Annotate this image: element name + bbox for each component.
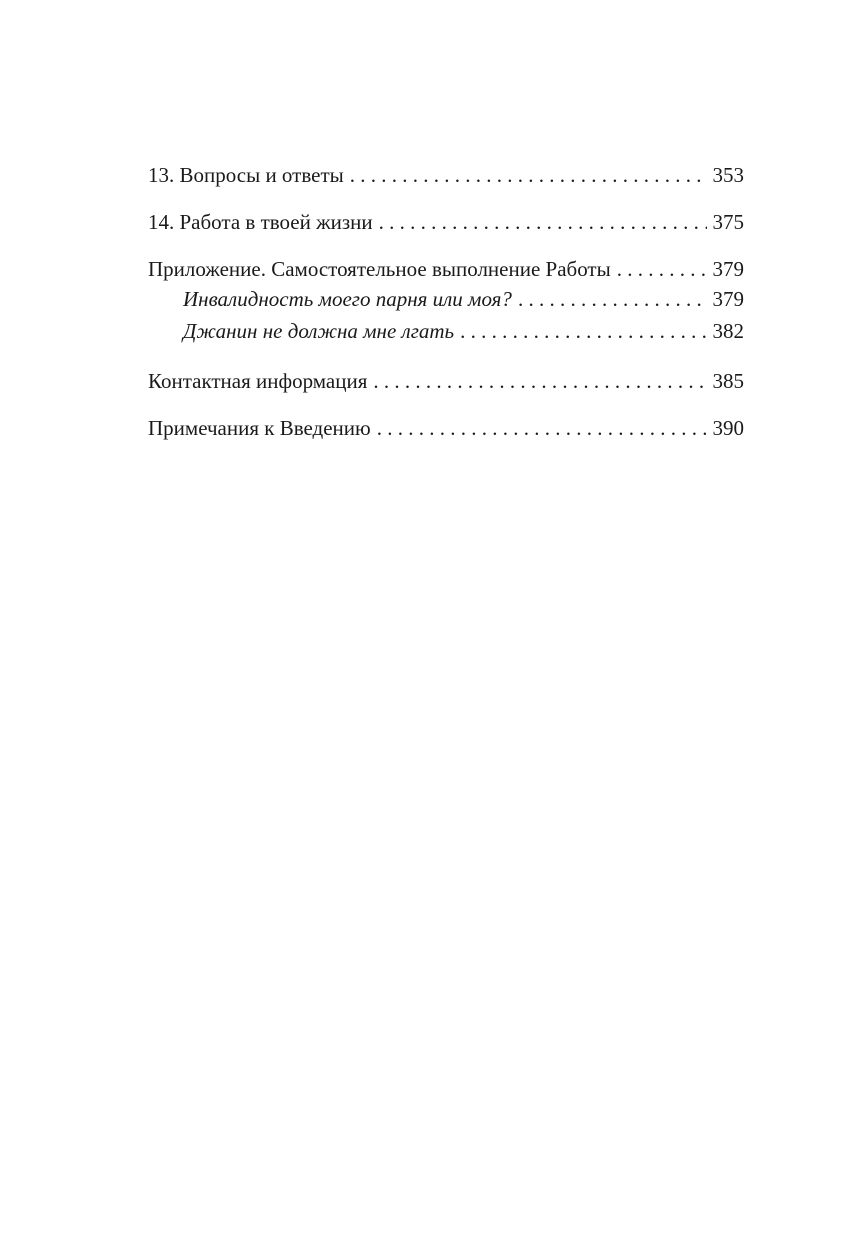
toc-subentry-title: Джанин не должна мне лгать bbox=[183, 319, 455, 343]
table-of-contents bbox=[148, 160, 744, 443]
dot-leader bbox=[617, 254, 707, 284]
dot-leader bbox=[373, 366, 706, 396]
toc-subentry-page: 382 bbox=[712, 319, 744, 343]
toc-entry bbox=[148, 254, 744, 284]
toc-entry-page: 379 bbox=[712, 257, 744, 281]
toc-entry-title: Примечания к Введению bbox=[148, 416, 371, 440]
toc-subentry-page: 379 bbox=[712, 287, 744, 311]
toc-entry-title: 13. Вопросы и ответы bbox=[148, 163, 344, 187]
dot-leader bbox=[379, 207, 707, 237]
toc-entry bbox=[148, 160, 744, 190]
toc-entry bbox=[148, 413, 744, 443]
toc-entry-page: 353 bbox=[712, 163, 744, 187]
toc-subentry-title: Инвалидность моего парня или моя? bbox=[183, 287, 512, 311]
toc-entry-page: 390 bbox=[712, 416, 744, 440]
dot-leader bbox=[460, 316, 706, 346]
toc-entry-title: 14. Работа в твоей жизни bbox=[148, 210, 373, 234]
toc-entry-page: 375 bbox=[712, 210, 744, 234]
dot-leader bbox=[377, 413, 707, 443]
toc-entry bbox=[148, 207, 744, 237]
toc-entry bbox=[148, 366, 744, 396]
dot-leader bbox=[518, 284, 707, 314]
toc-subentry bbox=[148, 284, 744, 314]
toc-subentry bbox=[148, 316, 744, 346]
toc-entry-page: 385 bbox=[712, 369, 744, 393]
dot-leader bbox=[350, 160, 707, 190]
toc-entry-title: Контактная информация bbox=[148, 369, 368, 393]
toc-entry-title: Приложение. Самостоятельное выполнение Работы bbox=[148, 257, 611, 281]
